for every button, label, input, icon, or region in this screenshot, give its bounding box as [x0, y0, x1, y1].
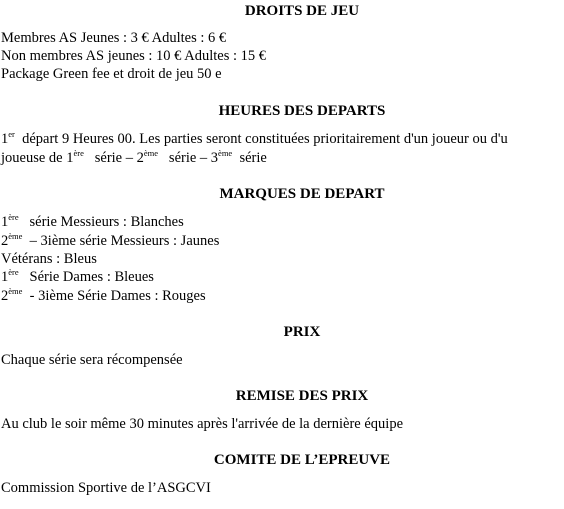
marques-line-5-text-a: 2 [1, 288, 9, 304]
droits-heading: DROITS DE JEU [244, 3, 360, 19]
heures-line-2-text-d: série [232, 150, 267, 166]
marques-line-1-text-b: série Messieurs : Blanches [18, 214, 184, 230]
marques-line-5 [1, 287, 206, 305]
marques-line-4-text-a: 1 [1, 269, 9, 285]
marques-line-5-sup: ème [8, 286, 23, 296]
marques-line-4-sup: ère [8, 267, 19, 277]
marques-heading: MARQUES DE DEPART [219, 186, 385, 202]
remise-line-1: Au club le soir même 30 minutes après l'arrivée de la dernière équipe [1, 416, 404, 432]
marques-line-2-text-b: – 3ième série Messieurs : Jaunes [22, 233, 220, 249]
marques-line-2-text-a: 2 [1, 233, 9, 249]
heures-line-1-text-a: 1 [1, 131, 9, 147]
heures-line-1-text-b: départ 9 Heures 00. Les parties seront constituées prioritairement d'un joueur ou d'u [14, 131, 508, 147]
droits-line-1: Membres AS Jeunes : 3 € Adultes : 6 € [1, 30, 227, 46]
heures-line-2-text-b: série – 2 [83, 150, 144, 166]
marques-line-5-text-b: - 3ième Série Dames : Rouges [22, 288, 206, 304]
heures-line-2-text-c: série – 3 [158, 150, 219, 166]
marques-line-1-text-a: 1 [1, 214, 9, 230]
marques-line-2-sup: ème [8, 231, 23, 241]
marques-line-4-text-b: Série Dames : Bleues [18, 269, 154, 285]
heures-line-1 [1, 130, 508, 148]
prix-line-1: Chaque série sera récompensée [1, 352, 183, 368]
heures-line-1-sup: er [8, 129, 15, 139]
comite-line-1: Commission Sportive de l’ASGCVI [1, 480, 211, 496]
heures-line-2-sup-3: ème [218, 148, 233, 158]
marques-line-1 [1, 213, 184, 231]
marques-line-1-sup: ère [8, 212, 19, 222]
remise-heading: REMISE DES PRIX [235, 388, 369, 404]
heures-line-2-sup-2: ème [143, 148, 159, 158]
heures-line-2-sup-1: ère [73, 148, 84, 158]
droits-line-3: Package Green fee et droit de jeu 50 e [1, 66, 222, 82]
droits-line-2: Non membres AS jeunes : 10 € Adultes : 15 € [1, 48, 267, 64]
heures-line-2 [1, 149, 267, 167]
heures-line-2-text-a: joueuse de 1 [1, 150, 74, 166]
marques-line-3: Vétérans : Bleus [1, 251, 97, 267]
marques-line-4 [1, 268, 154, 286]
marques-line-2 [1, 232, 219, 250]
comite-heading: COMITE DE L’EPREUVE [213, 452, 391, 468]
prix-heading: PRIX [283, 324, 321, 340]
heures-heading: HEURES DES DEPARTS [218, 103, 386, 119]
